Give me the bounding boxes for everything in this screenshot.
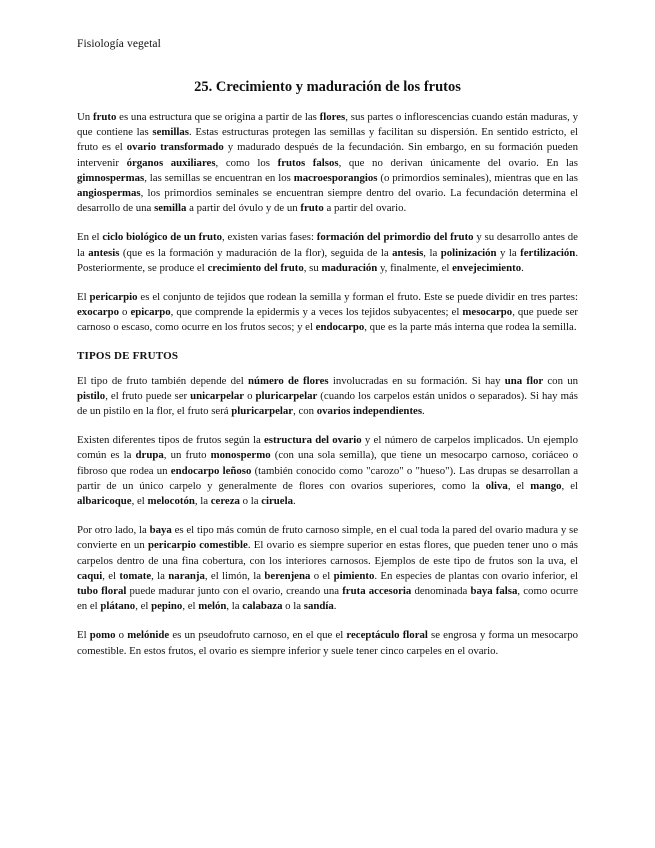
bold-term: semillas <box>152 126 189 139</box>
bold-term: órganos auxiliares <box>126 156 216 169</box>
bold-term: melónide <box>127 629 170 642</box>
bold-term: una flor <box>504 374 544 387</box>
bold-term: sandía <box>303 600 334 613</box>
paragraph-fruit-definition <box>77 110 578 216</box>
bold-term: unicarpelar <box>190 389 245 402</box>
text-run: , el <box>182 600 199 613</box>
text-run: (cuando los carpelos están unidos o separados). Si hay más de un pistilo en la flor, el fruto será <box>77 389 578 418</box>
bold-term: tubo floral <box>77 585 127 598</box>
text-run: es un pseudofruto carnoso, en el que el <box>169 629 347 642</box>
bold-term: crecimiento del fruto <box>207 261 304 274</box>
text-run: , las semillas se encuentran en los <box>144 171 294 184</box>
text-run: , con <box>293 405 317 418</box>
text-run: , el <box>561 479 578 492</box>
bold-term: mango <box>530 479 562 492</box>
bold-term: estructura del ovario <box>264 434 362 447</box>
bold-term: exocarpo <box>77 306 119 319</box>
bold-term: pimiento <box>333 569 375 582</box>
text-run: con un <box>543 374 578 387</box>
text-run: , el <box>135 600 152 613</box>
bold-term: drupa <box>135 449 164 462</box>
bold-term: berenjena <box>264 569 311 582</box>
text-run: , un fruto <box>163 449 211 462</box>
text-run: es una estructura que se origina a partir de las <box>116 111 320 123</box>
text-run: El tipo de fruto también depende del <box>77 374 249 387</box>
bold-term: baya falsa <box>470 585 518 598</box>
bold-term: antesis <box>392 246 424 259</box>
bold-term: antesis <box>88 246 120 259</box>
text-run: o <box>244 389 256 402</box>
paragraph-pome <box>77 628 578 658</box>
text-run: puede madurar junto con el ovario, creando una <box>126 585 343 598</box>
text-run: o la <box>282 600 304 613</box>
text-run: , la <box>151 569 169 582</box>
text-run: y la <box>496 246 521 259</box>
bold-term: ciruela <box>261 495 293 508</box>
text-run: . <box>521 261 524 274</box>
bold-term: frutos falsos <box>277 156 339 169</box>
text-run: , la <box>226 600 243 613</box>
text-run: , que comprende la epidermis y a veces los tejidos subyacentes; el <box>170 306 463 319</box>
text-run: y su desarrollo antes de la <box>77 231 578 259</box>
bold-term: pomo <box>89 629 116 642</box>
paragraph-drupe <box>77 433 578 509</box>
text-run: . <box>333 600 337 613</box>
bold-term: fertilización <box>520 246 576 259</box>
text-run: El <box>77 629 90 642</box>
text-run: Por otro lado, la <box>77 524 150 537</box>
text-run: (que es la formación y maduración de la flor), seguida de la <box>119 246 393 259</box>
running-header: Fisiología vegetal <box>77 38 161 50</box>
text-run: es el conjunto de tejidos que rodean la semilla y forman el fruto. Este se puede dividir en tres partes: <box>137 291 578 304</box>
bold-term: calabaza <box>242 600 283 613</box>
text-run: , como ocurre en el <box>77 585 578 613</box>
text-run: , existen varias fases: <box>222 231 317 244</box>
text-run: y madurado después de la fecundación. Sin embargo, en su formación pueden intervenir <box>77 141 578 169</box>
bold-term: baya <box>149 524 172 537</box>
bold-term: semilla <box>154 202 187 215</box>
text-run: . El ovario es siempre superior en estas flores, que pueden tener uno o más carpelos dentro de una fina cobertura, con los interiores carnosos. Ejemplos de este tipo de frutos son la uva, el <box>77 539 578 567</box>
text-run: se engrosa y forma un mesocarpo comestible. En estos frutos, el ovario es siempre inferior y suele tener cinco carpeles en el ovario. <box>77 629 578 657</box>
bold-term: melón <box>198 600 227 613</box>
text-run: o <box>115 629 128 642</box>
bold-term: fruto <box>92 111 117 123</box>
text-run: Un <box>77 111 93 123</box>
bold-term: envejecimiento <box>452 261 522 274</box>
bold-term: pluricarpelar <box>231 405 294 418</box>
bold-term: ovario transformado <box>126 141 224 154</box>
text-run: involucradas en su formación. Si hay <box>328 374 505 387</box>
text-run: es el tipo más común de fruto carnoso simple, en el cual toda la pared del ovario madura y se convierte en un <box>77 524 578 552</box>
bold-term: ciclo biológico de un fruto <box>102 231 222 244</box>
bold-term: mesocarpo <box>462 306 513 319</box>
text-run: o <box>118 306 131 319</box>
text-run: denominada <box>411 585 471 598</box>
text-run: , la <box>194 495 211 508</box>
text-run: . Posteriormente, se produce el <box>77 246 579 274</box>
bold-term: fruta accesoria <box>342 585 412 598</box>
text-run: , los primordios seminales se encuentran siempre dentro del ovario. La fecundación determina el desarrollo de una <box>77 187 578 215</box>
section-heading-fruit-types: TIPOS DE FRUTOS <box>77 349 179 362</box>
text-run: El <box>77 291 90 304</box>
text-run: , que es la parte más interna que rodea la semilla. <box>364 321 577 334</box>
page-title: 25. Crecimiento y maduración de los frutos <box>194 79 461 95</box>
text-run: , que puede ser carnoso o escaso, como ocurre en los frutos secos; y el <box>77 306 578 334</box>
text-run: , que no derivan únicamente del ovario. En las <box>338 156 578 169</box>
bold-term: número de flores <box>248 374 329 387</box>
text-run: (o primordios seminales), mientras que en las <box>377 171 578 184</box>
text-run: y, finalmente, el <box>377 261 453 274</box>
bold-term: caqui <box>77 569 103 582</box>
text-run: o el <box>310 569 334 582</box>
bold-term: polinización <box>440 246 497 259</box>
text-run: , el <box>507 479 531 492</box>
text-run: (también conocido como "carozo" o "hueso"). Las drupas se desarrollan a partir de un único carpelo y generalmente de flores con ovarios superiores, como la <box>77 464 578 492</box>
bold-term: ovarios independientes <box>316 405 423 418</box>
bold-term: formación del primordio del fruto <box>316 231 474 244</box>
bold-term: pepino <box>151 600 183 613</box>
bold-term: maduración <box>321 261 378 274</box>
bold-term: receptáculo floral <box>346 629 428 642</box>
bold-term: oliva <box>485 479 508 492</box>
text-run: Existen diferentes tipos de frutos según la <box>77 434 265 447</box>
text-run: , la <box>423 246 441 259</box>
bold-term: gimnospermas <box>77 171 145 184</box>
bold-term: endocarpo <box>315 321 365 334</box>
paragraph-number-of-flowers <box>77 374 578 420</box>
text-run: (con una sola semilla), que tiene un mesocarpo carnoso, coriáceo o fibroso que rodea un <box>77 449 578 477</box>
bold-term: cereza <box>210 495 240 508</box>
text-run: , como los <box>215 156 278 169</box>
text-run: a partir del ovario. <box>323 202 407 215</box>
bold-term: pericarpio comestible <box>148 539 248 552</box>
bold-term: angiospermas <box>77 187 141 200</box>
text-run: , su <box>303 261 322 274</box>
bold-term: monospermo <box>210 449 271 462</box>
text-run: , sus partes o inflorescencias cuando están maduras, y que contiene las <box>77 111 578 139</box>
bold-term: naranja <box>168 569 205 582</box>
text-run: a partir del óvulo y de un <box>186 202 301 215</box>
text-run: En el <box>77 231 103 244</box>
bold-term: endocarpo leñoso <box>170 464 252 477</box>
text-run: , el limón, la <box>204 569 265 582</box>
bold-term: plátano <box>100 600 136 613</box>
bold-term: pistilo <box>77 389 106 402</box>
bold-term: flores <box>319 111 346 123</box>
bold-term: melocotón <box>147 495 195 508</box>
text-run: , el fruto puede ser <box>105 389 191 402</box>
bold-term: epicarpo <box>130 306 171 319</box>
text-run: , el <box>131 495 148 508</box>
paragraph-pericarp <box>77 290 578 336</box>
bold-term: albaricoque <box>77 495 132 508</box>
bold-term: fruto <box>300 202 324 215</box>
bold-term: pluricarpelar <box>255 389 318 402</box>
text-run: . En especies de plantas con ovario inferior, el <box>374 569 579 582</box>
paragraph-berry <box>77 523 578 614</box>
text-run: . Estas estructuras protegen las semillas y facilitan su dispersión. En sentido estricto, el fruto es el <box>77 126 578 154</box>
text-run: . <box>293 495 296 508</box>
text-run: y el número de carpelos implicados. Un ejemplo común es la <box>77 434 578 462</box>
bold-term: tomate <box>119 569 152 582</box>
text-run: . <box>422 405 425 418</box>
paragraph-life-cycle <box>77 230 578 276</box>
bold-term: pericarpio <box>89 291 138 304</box>
document-body <box>77 110 578 673</box>
text-run: o la <box>239 495 262 508</box>
text-run: , el <box>102 569 120 582</box>
bold-term: macroesporangios <box>293 171 378 184</box>
